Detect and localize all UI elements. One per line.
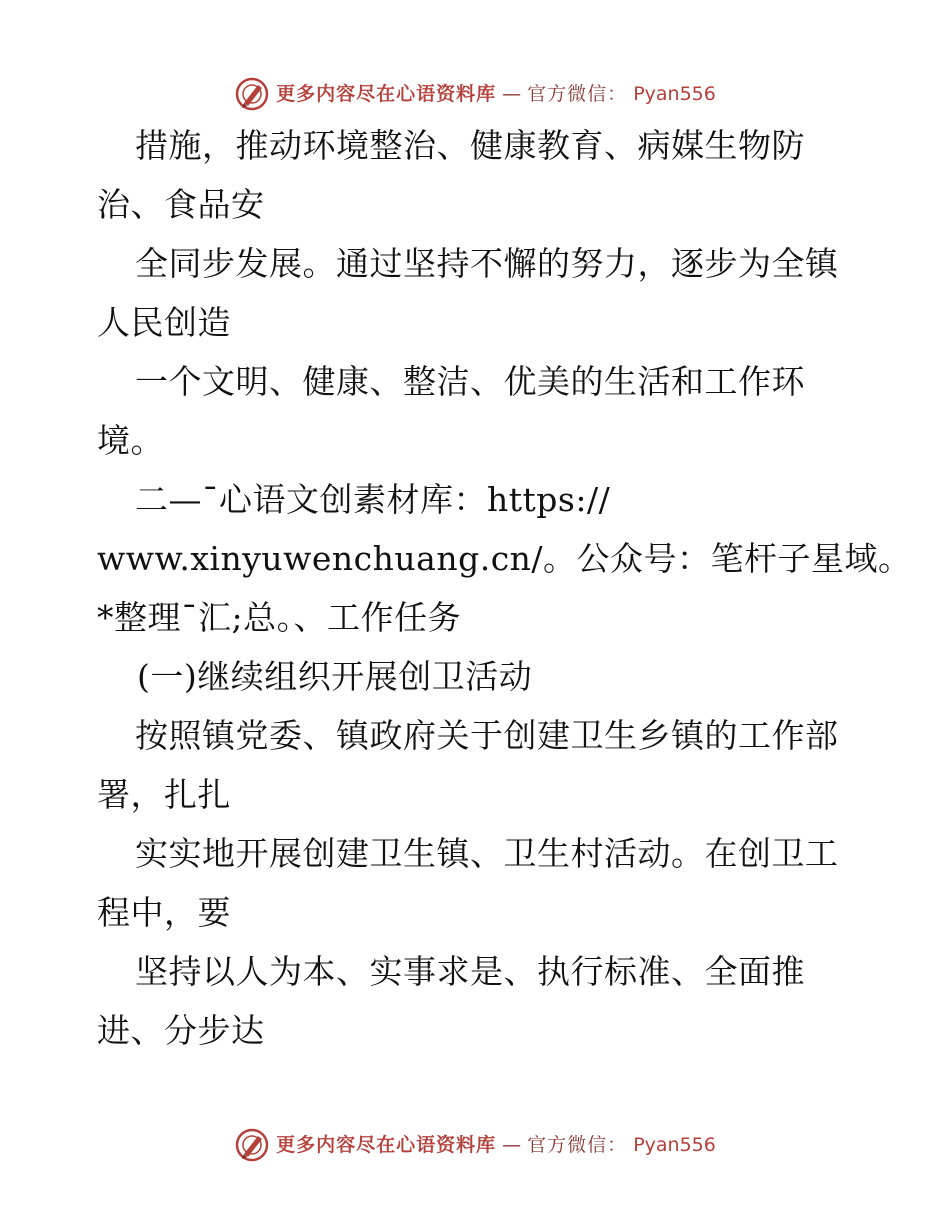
text-line: 境。 bbox=[97, 421, 164, 460]
watermark-dash: — bbox=[502, 1134, 522, 1156]
footer-watermark bbox=[0, 1127, 950, 1163]
text-line: 进、分步达 bbox=[97, 1011, 265, 1050]
text-line: 按照镇党委、镇政府关于创建卫生乡镇的工作部 bbox=[135, 716, 839, 755]
text-line: 程中，要 bbox=[97, 893, 231, 932]
pen-circle-logo-icon bbox=[234, 1127, 270, 1163]
text-line: www.xinyuwenchuang.cn/。公众号：笔杆子星域。 bbox=[97, 539, 912, 578]
section-heading: (一)继续组织开展创卫活动 bbox=[137, 657, 533, 696]
text-line: 全同步发展。通过坚持不懈的努力，逐步为全镇 bbox=[135, 244, 839, 283]
watermark-brand-text: 更多内容尽在心语资料库 bbox=[276, 1134, 497, 1156]
text-line: 治、食品安 bbox=[97, 185, 265, 224]
text-line: 二—¯心语文创素材库：https:// bbox=[135, 480, 611, 519]
text-line: 实实地开展创建卫生镇、卫生村活动。在创卫工 bbox=[135, 834, 839, 873]
text-line: *整理¯汇;总。、工作任务 bbox=[97, 598, 462, 637]
text-line: 坚持以人为本、实事求是、执行标准、全面推 bbox=[135, 952, 805, 991]
watermark-dash: — bbox=[502, 83, 522, 105]
pen-circle-logo-icon bbox=[234, 76, 270, 112]
watermark-wechat-label: 官方微信： bbox=[527, 83, 628, 105]
text-line: 一个文明、健康、整洁、优美的生活和工作环 bbox=[135, 362, 805, 401]
document-body bbox=[97, 116, 912, 1060]
text-line: 人民创造 bbox=[97, 303, 231, 342]
watermark-wechat-handle: Pyan556 bbox=[633, 1134, 716, 1156]
header-watermark bbox=[0, 76, 950, 112]
watermark-wechat-handle: Pyan556 bbox=[633, 83, 716, 105]
watermark-brand-text: 更多内容尽在心语资料库 bbox=[276, 83, 497, 105]
text-line: 署，扎扎 bbox=[97, 775, 231, 814]
text-line: 措施，推动环境整治、健康教育、病媒生物防 bbox=[135, 126, 805, 165]
watermark-wechat-label: 官方微信： bbox=[527, 1134, 628, 1156]
